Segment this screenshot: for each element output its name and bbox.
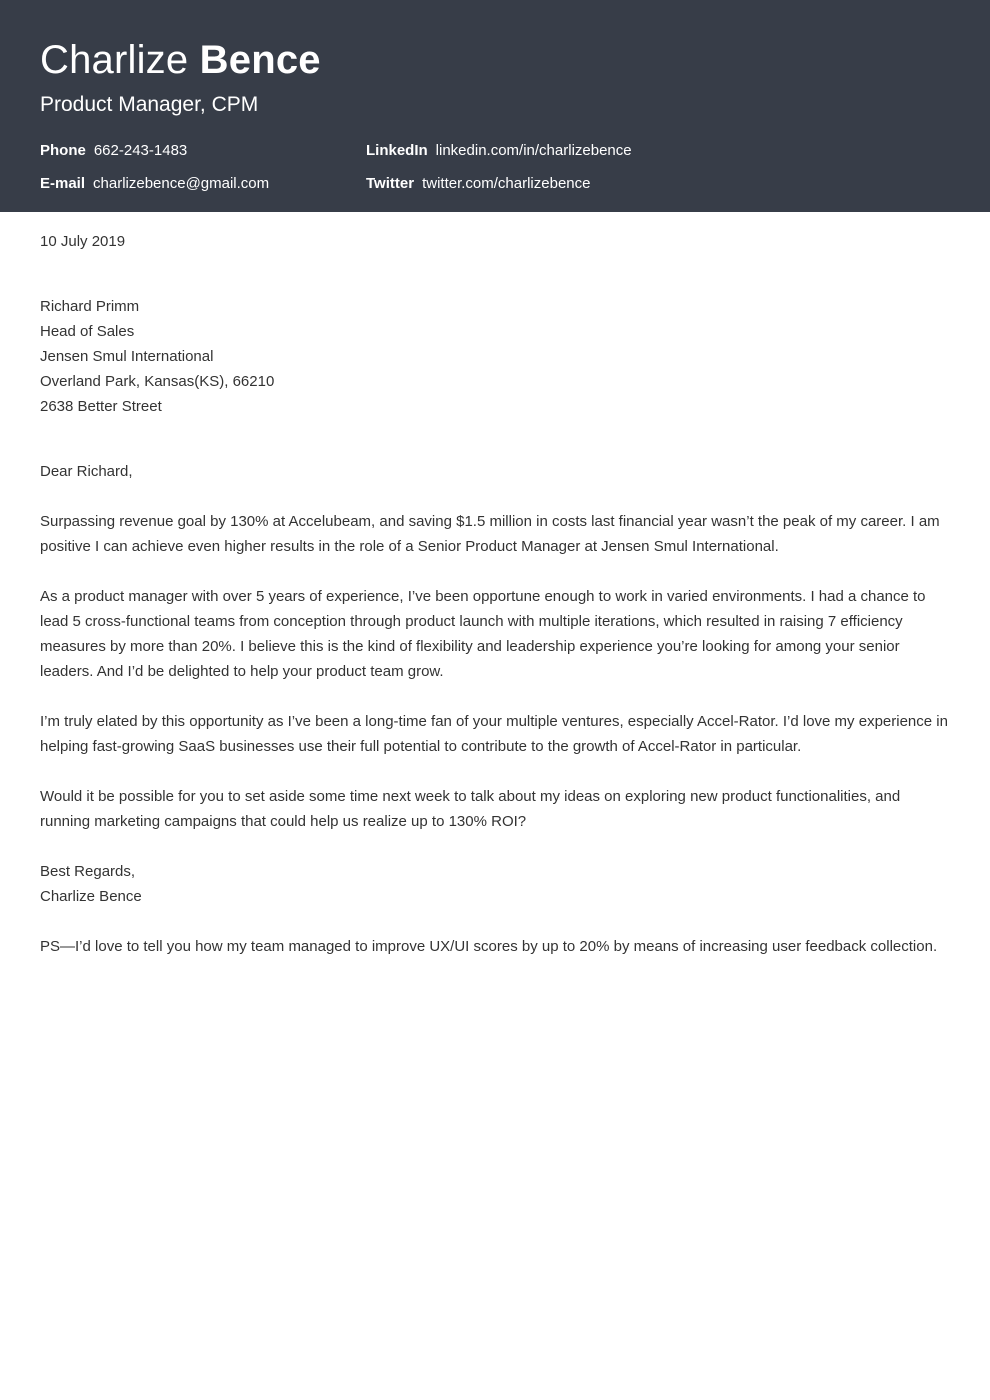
- recipient-position: Head of Sales: [40, 323, 135, 340]
- resume-header: [0, 0, 990, 212]
- phone-value: 662-243-1483: [93, 142, 188, 159]
- paragraph: As a product manager with over 5 years of experience, I’ve been opportune enough to work in varied environments. I had a chance to lead 5 cross-functional teams from conception through product launch with multiple iterations, which resulted in raising 7 efficiency measures by more than 20%. I believe this is the kind of flexibility and leadership experience you’re looking for among your senior leaders. And I’d be delighted to help your product team grow.: [40, 588, 926, 680]
- contact-twitter: [366, 174, 692, 207]
- contact-label: E-mail: [40, 175, 86, 192]
- twitter-link[interactable]: twitter.com/charlizebence: [422, 175, 591, 192]
- contact-info: [40, 141, 740, 207]
- linkedin-link[interactable]: linkedin.com/in/charlizebence: [435, 142, 632, 159]
- applicant-title: Product Manager, CPM: [40, 93, 259, 116]
- contact-row: [40, 141, 740, 174]
- recipient-city: Overland Park, Kansas(KS), 66210: [40, 373, 275, 390]
- contact-label: LinkedIn: [366, 142, 428, 159]
- recipient-block: [40, 294, 950, 419]
- paragraph: Surpassing revenue goal by 130% at Accelubeam, and saving $1.5 million in costs last financial year wasn’t the peak of my career. I am positive I can achieve even higher results in the role of a Senior Product Manager at Jensen Smul International.: [40, 513, 940, 555]
- first-name: Charlize: [40, 38, 189, 82]
- applicant-name: [40, 38, 950, 82]
- closing: Best Regards,: [40, 863, 136, 880]
- greeting: Dear Richard,: [40, 463, 133, 480]
- paragraph: I’m truly elated by this opportunity as I’ve been a long-time fan of your multiple ventures, especially Accel-Rator. I’d love my experience in helping fast-growing SaaS businesses use their full potential to contribute to the growth of Accel-Rator in particular.: [40, 713, 948, 755]
- contact-linkedin: [366, 141, 692, 174]
- recipient-name: Richard Primm: [40, 298, 140, 315]
- postscript: PS—I’d love to tell you how my team managed to improve UX/UI scores by up to 20% by means of increasing user feedback collection.: [40, 938, 938, 955]
- letter-date: 10 July 2019: [40, 233, 126, 250]
- closing-block: [40, 859, 950, 909]
- signature: Charlize Bence: [40, 888, 142, 905]
- contact-label: Phone: [40, 142, 86, 159]
- letter-body: [0, 229, 990, 959]
- contact-phone: [40, 141, 366, 174]
- recipient-street: 2638 Better Street: [40, 398, 162, 415]
- contact-label: Twitter: [366, 175, 415, 192]
- recipient-company: Jensen Smul International: [40, 348, 214, 365]
- paragraph: Would it be possible for you to set aside some time next week to talk about my ideas on exploring new product functionalities, and running marketing campaigns that could help us realize up to 130% ROI?: [40, 788, 901, 830]
- last-name: Bence: [199, 38, 321, 82]
- contact-email: [40, 174, 366, 207]
- email-link[interactable]: charlizebence@gmail.com: [93, 175, 270, 192]
- contact-row: [40, 174, 740, 207]
